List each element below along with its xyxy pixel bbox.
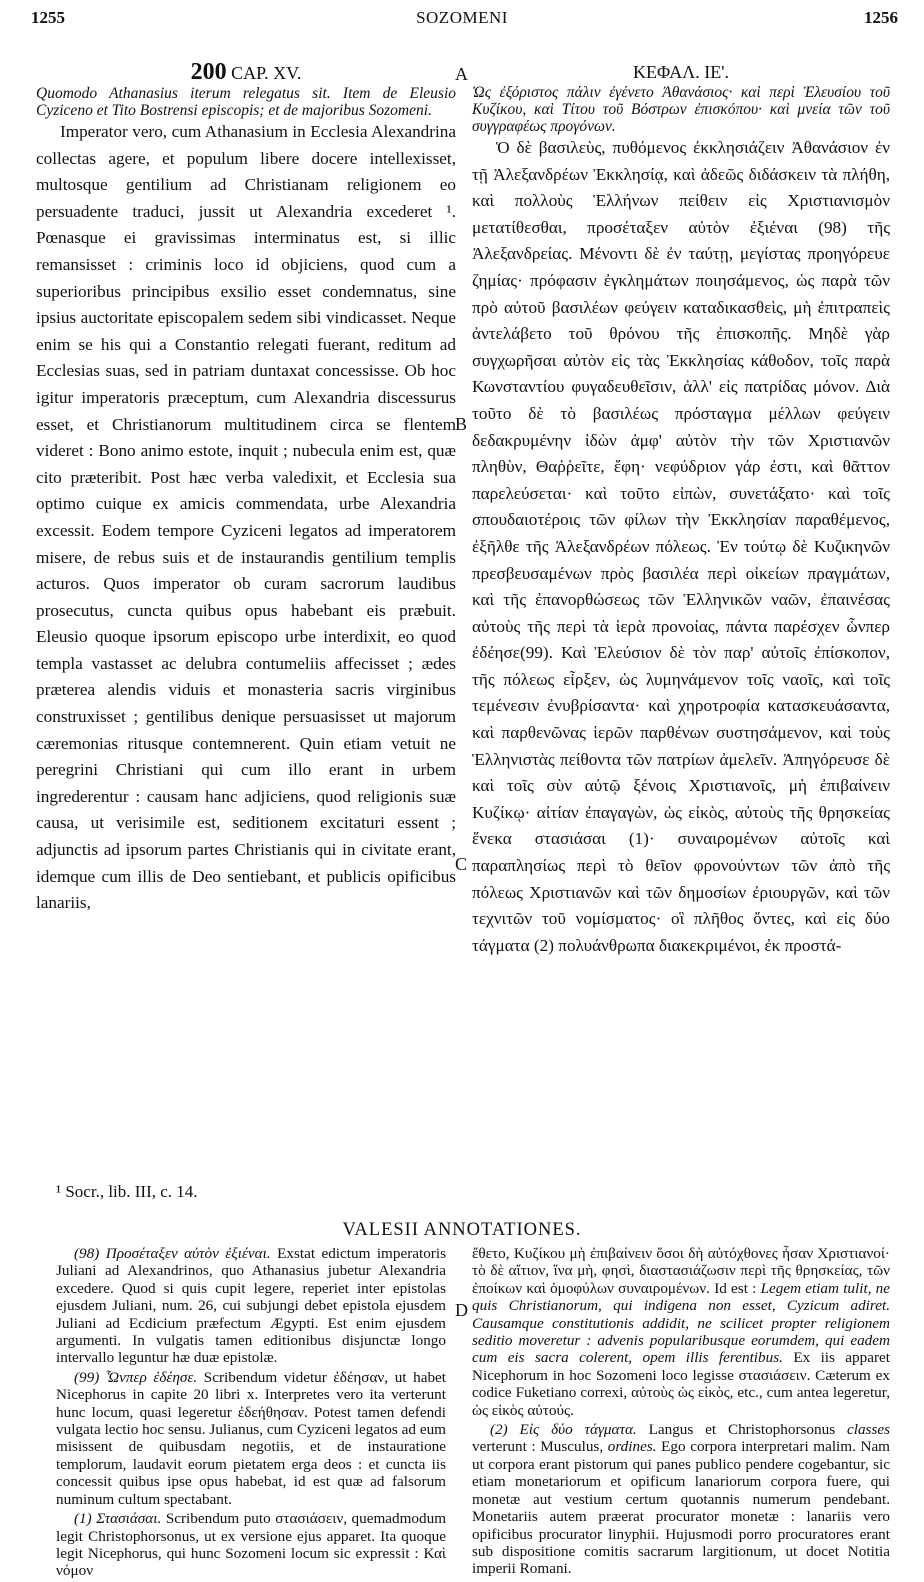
annotation-1-id-est: Id est : [714,1279,757,1297]
annotation-1 [56,1510,446,1580]
annotation-2-ordines: ordines. [607,1438,657,1456]
annotation-1-continued [472,1245,890,1419]
latin-column [36,60,456,917]
annotation-99-head: (99) Ὧνπερ ἐδέησε. [74,1368,198,1386]
latin-body-text: Imperator vero, cum Athanasium in Ecclesia Alexandrina collectas agere, et populum libere docere intellexisset, multosque gentilium ad Christianam religionem eo persuadente traduci, jussit ut Alexandria excederet ¹. Pœnasque ei gravissimas interminatus est, si illic remansisset : criminis loco id objiciens, quod cum a superioribus principibus exsilio esset condemnatus, sine ipsius auctoritate episcopalem sedem sibi vindicasset. Neque enim se his qui a Constantio relegati fuerant, reditum ad Ecclesias suas, sed in patriam duntaxat concessisse. Ob hoc igitur imperatoris præceptum, cum Alexandria discessurus esset, et Christianorum multitudinem circa se flentem videret : Bono animo estote, inquit ; nubecula enim est, quæ cito præteribit. Post hæc verba valedixit, et Ecclesia sua optimo cuique ex amicis commendata, urbe Alexandria excessit. Eodem tempore Cyziceni legatos ad imperatorem misere, de rebus suis et de instaurandis gentilium templis acturos. Quos imperator ob curam sacrorum laudibus prosecutus, cuncta quibus opus habebant eis præbuit. Eleusio quoque ipsorum episcopo urbe interdixit, eo quod templa vastasset ac delubra contumeliis affecisset ; ædes præterea alendis viduis et monasteria sacris virginibus construxisset ; gentilibus denique persuasisset ut majorum cæremonias ritusque contemnerent. Quin etiam vetuit ne peregrini Christiani qui cum illo erant in urbem ingrederentur : causam hanc adjiciens, quod religionis suæ causa, ut verisimile est, seditionem excitaturi essent ; adjunctis ad ipsorum partes Christianis qui in civitate erant, idemque cum illis de Deo sentiebant, et publicis opificibus lanariis, [36,122,456,913]
right-page-number: 1256 [864,8,898,27]
chapter-number: 200 [190,59,227,85]
annotation-98-head: (98) Προσέταξεν αὐτὸν ἐξιέναι. [74,1245,271,1262]
annotation-1-head: (1) Στασιάσαι. [74,1510,162,1528]
margin-marker-d: D [455,1300,468,1320]
greek-chapter-label: ΚΕΦΑΛ. ΙΕ'. [632,62,730,82]
annotation-2-head: (2) Εἰς δύο τάγματα. [490,1421,637,1439]
annotations-left-column [56,1245,446,1582]
greek-column [472,60,890,959]
left-page-number: 1255 [31,8,65,27]
greek-chapter-heading [472,60,890,84]
annotation-1-latin-translation: Legem etiam tulit, ne quis Christianorum, qui indigena non esset, Cyzicum adiret. Causamque constitutionis addidit, ne scilicet propter religionem seditio moveretur : advenis popularibusque eorumdem, qui eadem cum eis sacra colerent, opem illis ferentibus. [472,1279,891,1367]
annotation-2-text-b: verterunt : Musculus, [472,1438,604,1456]
annotation-99 [56,1369,446,1508]
annotation-98 [56,1245,446,1367]
running-title: SOZOMENI [416,8,508,27]
annotation-1-text: Scribendum puto στασιάσειν, quemadmodum legit Christophorsonus, ut ex versione ejus apparet. Ita quoque legit Nicephorus, qui hunc Sozomeni locum sic expressit : Καὶ νόμον [56,1510,447,1580]
latin-chapter-label: CAP. XV. [231,63,302,83]
annotation-2-classes: classes [847,1421,891,1439]
margin-marker-c: C [455,854,468,874]
greek-chapter-title: Ὡς ἐξόριστος πάλιν ἐγένετο Ἀθανάσιος· καὶ περὶ Ἐλευσίου τοῦ Κυζίκου, καὶ Τίτου τοῦ Βόστρων ἐπισκόπου· καὶ μνεία τῶν τοῦ συγγραφέως προγόνων. [472,84,890,135]
margin-marker-b: B [455,414,468,434]
annotation-98-text: Exstat edictum imperatoris Juliani ad Alexandrinos, quo Athanasius jubetur Alexandria excedere. Quod si quis cupit legere, reperiet inter epistolas ejusdem Juliani, num. 26, cui subjungi debet epistola ejusdem Juliani ad Ecdicium præfectum Ægypti. Est enim ejusdem argumenti. In vulgatis tamen editionibus disjunctæ longo intervallo leguntur hæ duæ epistolæ. [56,1245,446,1367]
annotations-right-column [472,1245,890,1580]
annotation-2-text-a: Langus et Christophorsonus [648,1421,836,1439]
annotations-title: VALESII ANNOTATIONES. [342,1220,582,1240]
latin-chapter-title: Quomodo Athanasius iterum relegatus sit. Item de Eleusio Cyziceno et Tito Bostrensi episcopis; et de majoribus Sozomeni. [36,85,456,119]
annotation-2-text-c: Ego corpora interpretari malim. Nam ut corpora erant pistorum qui panes publico pendere cogebantur, sic etiam monetariorum et opificum lanariorum corpora fuere, qui monetæ aut vestium certum quotannis numerum pendebant. Monetariis autem præerat procurator monetæ : lanariis vero opificibus procurator linyphii. Hujusmodi porro procuratores erant sub dispositione comitis sacrarum largitionum, ut docet Notitia imperii Romani. [472,1438,891,1578]
annotation-1-conclusion: Ex iis apparet Nicephorum in hoc Sozomeni loco legisse στασιάσειν. Cæterum ex codice Fuketiano correxi, αὐτοὺς ὡς εἰκὸς, etc., cum antea legeretur, ὡς εἰκὸς αὐτούς. [472,1349,890,1419]
annotation-1-greek-quote: ἔθετο, Κυζίκου μὴ ἐπιβαίνειν ὅσοι δὴ αὐτόχθονες ἦσαν Χριστιανοί· τὸ δὲ αἴτιον, ἵνα μὴ, φησὶ, διαστασιάζωσιν περὶ τῆς θρησκείας, τῶν ἐποίκων καὶ ὁμοφύλων συναιρομένων. [472,1245,890,1297]
annotation-99-text: Scribendum videtur ἐδέησαν, ut habet Nicephorus in capite 20 libri x. Interpretes vero ita verterunt hunc locum, quasi legeretur ἐδεήθησαν. Potest tamen defendi vulgata lectio hoc sensu. Julianus, cum Cyziceni legatos ad eum misissent de quibusdam negotiis, et de instauratione templorum, laudavit eorum pietatem erga deos : et cuncta iis concessit quibus ipse opus habebat, id est quæ ad falsorum numinum cultum spectabant. [56,1368,447,1508]
greek-body-text: Ὁ δὲ βασιλεὺς, πυθόμενος ἐκκλησιάζειν Ἀθανάσιον ἐν τῇ Ἀλεξανδρέων Ἐκκλησίᾳ, καὶ ἀδεῶς διδάσκειν τὰ πλήθη, καὶ πολλοὺς Ἑλλήνων πείθειν εἰς Χριστιανισμὸν μετατίθεσθαι, προσέταξεν αὐτὸν ἐξιέναι (98) τῆς Ἀλεξανδρείας. Μένοντι δὲ ἐν ταύτῃ, μεγίστας προηγόρευε ζημίας· πρόφασιν ἐγκλημάτων ποιησάμενος, ὡς παρὰ τῶν πρὸ αὐτοῦ βασιλέων φεύγειν καταδικασθεὶς, μὴ ἐπιτραπεὶς ἀντελάβετο τοῦ θρόνου τῆς ἐπισκοπῆς. Μηδὲ γὰρ συγχωρῆσαι αὐτὸν εἰς τὰς Ἐκκλησίας κάθοδον, τοῖς παρὰ Κωνσταντίου φυγαδευθεῖσιν, ἀλλ' εἰς πατρίδας μόνον. Διὰ τοῦτο δὲ τὸ βασιλέως πρόσταγμα μέλλων φεύγειν δεδακρυμένην ἰδὼν ἀμφ' αὐτὸν τὴν τῶν Χριστιανῶν πληθὺν, Θαῤῥεῖτε, ἔφη· νεφύδριον γάρ ἐστι, καὶ θᾶττον παρελεύσεται· καὶ τοῦτο εἰπὼν, συνετάξατο· καὶ τοῖς σπουδαιοτέροις τῶν φίλων τὴν Ἐκκλησίαν παραθέμενος, ἐξῆλθε τῆς Ἀλεξανδρέων πόλεως. Ἐν τούτῳ δὲ Κυζικηνῶν πρεσβευσαμένων πρὸς βασιλέα περὶ οἰκείων πραγμάτων, καὶ τῆς ἐπανορθώσεως τῶν Ἑλληνικῶν ναῶν, ἐπαινέσας αὐτοὺς τῆς περὶ τὰ ἱερὰ προνοίας, πάντα παρέσχεν ὧνπερ ἐδέησε(99). Καὶ Ἐλεύσιον δὲ τὸν παρ' αὐτοῖς ἐπίσκοπον, τῆς πόλεως εἶρξεν, ὡς λυμηνάμενον τοῖς ναοῖς, καὶ τοῖς τεμένεσιν ἐνυβρίσαντα· καὶ χηροτροφία κατασκευάσαντα, καὶ παρθενῶνας ἱερῶν παρθένων συστησάμενον, καὶ τοὺς Ἑλληνιστὰς πείθοντα τῶν πατρίων ἀμελεῖν. Ἀπηγόρευσε δὲ καὶ τοῖς σὺν αὐτῷ ξένοις Χριστιανοῖς, μὴ ἐπιβαίνειν Κυζίκῳ· αἰτίαν ἐπαγαγὼν, ὡς εἰκὸς, αὐτοὺς τῆς θρησκείας ἕνεκα στασιάσαι (1)· συναιρομένων αὐτοῖς καὶ παραπλησίως περὶ τὸ θεῖον φρονούντων τῶν ἀπὸ τῆς πόλεως Χριστιανῶν καὶ τῶν δημοσίων ἐριουργῶν, καὶ τῶν τεχνιτῶν τοῦ νομίσματος· οἳ πλῆθος ὄντες, καὶ εἰς δύο τάγματα (2) πολυάνθρωπα διακεκριμένοι, ἐκ προστά- [472,138,890,955]
margin-marker-a: A [455,64,468,84]
annotation-2 [472,1421,890,1578]
footnote: ¹ Socr., lib. III, c. 14. [56,1182,198,1201]
latin-chapter-heading [36,60,456,85]
